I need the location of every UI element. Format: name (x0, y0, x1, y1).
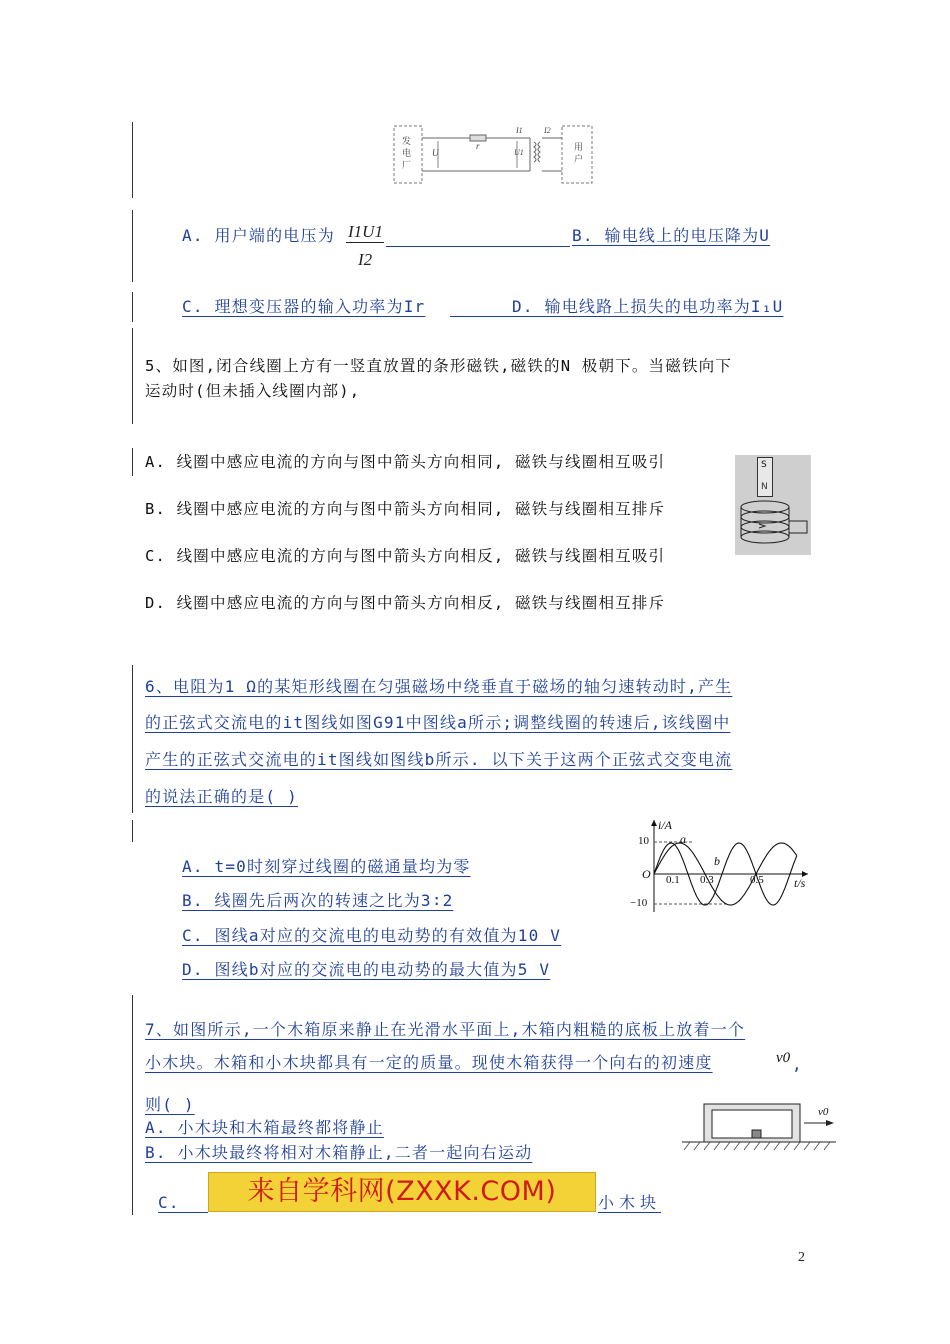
q7-stem-line1: 7、如图所示,一个木箱原来静止在光滑水平面上,木箱内粗糙的底板上放着一个 (145, 1020, 746, 1039)
q6-option-a[interactable]: A. t=0时刻穿过线圈的磁通量均为零 (182, 857, 471, 876)
blank-underline (168, 1212, 208, 1213)
blank-underline (450, 316, 512, 317)
q6-stem-line3: 产生的正弦式交流电的it图线如图线b所示. 以下关于这两个正弦式交变电流 (145, 750, 733, 769)
x-tick-0.3: 0.3 (700, 874, 714, 886)
margin-bar (132, 210, 133, 282)
it-graph (622, 816, 812, 916)
q7-option-b[interactable]: B. 小木块最终将相对木箱静止,二者一起向右运动 (145, 1143, 533, 1162)
q7-stem-line3: 则( ) (145, 1095, 195, 1114)
curve-a-label: a (680, 832, 686, 846)
wooden-box-figure (680, 1098, 838, 1156)
fraction-bar (346, 242, 384, 243)
q5-stem-line1: 5、如图,闭合线圈上方有一竖直放置的条形磁铁,磁铁的N 极朝下。当磁铁向下 (145, 357, 733, 375)
q6-stem-line4: 的说法正确的是( ) (145, 787, 298, 806)
q4-option-b[interactable]: B. 输电线上的电压降为U (572, 226, 771, 245)
v0-symbol: v0 (776, 1050, 791, 1066)
q5-stem-line2: 运动时(但未插入线圈内部), (145, 382, 361, 400)
voltage-U-label: U (432, 148, 439, 158)
margin-bar (132, 995, 133, 1215)
margin-bar (132, 292, 133, 322)
margin-bar (132, 820, 133, 842)
q7-option-a[interactable]: A. 小木块和木箱最终都将静止 (145, 1118, 384, 1137)
q6-stem-line1: 6、电阻为1 Ω的某矩形线圈在匀强磁场中绕垂直于磁场的轴匀速转动时,产生 (145, 677, 733, 696)
x-axis-label: t/s (794, 876, 806, 890)
y-tick-top: 10 (638, 835, 649, 847)
q4-option-a[interactable]: A. 用户端的电压为 (182, 226, 335, 245)
q4-option-c[interactable]: C. 理想变压器的输入功率为Ir (182, 297, 426, 316)
q4-option-d[interactable]: D. 输电线路上损失的电功率为I₁U (512, 297, 784, 316)
user-label: 用户 (574, 143, 584, 165)
q7-stem-line2: 小木块。木箱和小木块都具有一定的质量。现使木箱获得一个向右的初速度 (145, 1053, 713, 1072)
q5-option-c[interactable]: C. 线圈中感应电流的方向与图中箭头方向相反, 磁铁与线圈相互吸引 (145, 547, 666, 565)
q6-stem-line2: 的正弦式交流电的it图线如图G91中图线a所示;调整线圈的转速后,该线圈中 (145, 713, 731, 732)
q7-option-c-tail[interactable]: 小木块 (598, 1193, 662, 1212)
transmission-circuit-figure (392, 124, 594, 186)
current-I1-label: I1 (516, 126, 523, 135)
q6-option-d[interactable]: D. 图线b对应的交流电的电动势的最大值为5 V (182, 960, 551, 979)
watermark-banner: 来自学科网(ZXXK.COM) (208, 1172, 596, 1212)
q5-option-a[interactable]: A. 线圈中感应电流的方向与图中箭头方向相同, 磁铁与线圈相互吸引 (145, 453, 666, 471)
x-tick-0.5: 0.5 (750, 874, 764, 886)
fraction-denominator: I2 (358, 250, 373, 269)
y-axis-label: i/A (658, 818, 672, 832)
fraction-numerator: I1U1 (348, 222, 383, 241)
q7-stem-line2-end: , (792, 1055, 803, 1074)
coil-drawing (735, 499, 811, 555)
q6-option-c[interactable]: C. 图线a对应的交流电的电动势的有效值为10 V (182, 926, 562, 945)
magnet-n-label: N (761, 482, 768, 492)
page-number: 2 (798, 1250, 805, 1265)
magnet-coil-figure (735, 455, 811, 555)
margin-bar (132, 665, 133, 813)
plant-label: 发电厂 (402, 137, 412, 171)
margin-bar (132, 122, 133, 198)
curve-b-label: b (714, 854, 720, 868)
voltage-U1-label: U1 (514, 148, 524, 157)
y-tick-bottom: −10 (630, 897, 648, 909)
magnet-s-label: S (761, 460, 767, 470)
q7-option-c-prefix[interactable]: C. (158, 1193, 180, 1212)
q6-option-b[interactable]: B. 线圈先后两次的转速之比为3∶2 (182, 891, 454, 910)
box-v0-label: v0 (818, 1106, 829, 1118)
current-I2-label: I2 (544, 126, 551, 135)
bar-magnet (757, 457, 773, 497)
origin-label: O (642, 867, 651, 881)
resistor-label: r (476, 141, 480, 151)
x-tick-0.1: 0.1 (666, 874, 680, 886)
margin-bar (132, 328, 133, 424)
q5-option-b[interactable]: B. 线圈中感应电流的方向与图中箭头方向相同, 磁铁与线圈相互排斥 (145, 500, 666, 518)
margin-bar (132, 448, 133, 476)
q5-option-d[interactable]: D. 线圈中感应电流的方向与图中箭头方向相反, 磁铁与线圈相互排斥 (145, 594, 666, 612)
blank-underline (386, 246, 570, 247)
